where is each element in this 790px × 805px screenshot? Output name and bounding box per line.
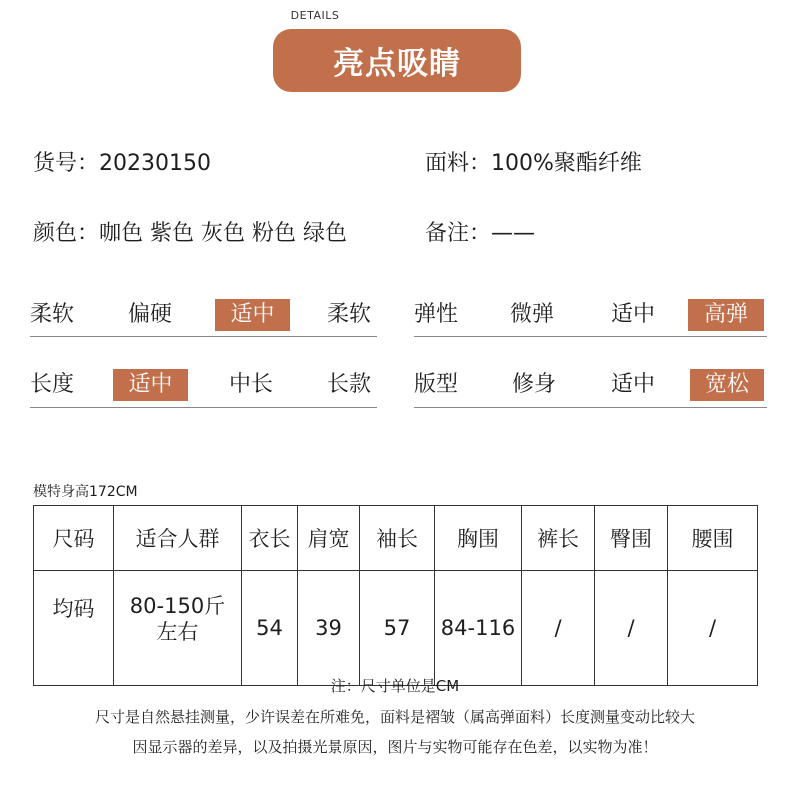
header-garment-length: 衣长 [242, 506, 298, 571]
fit-label: 版型 [414, 372, 459, 397]
header-size: 尺码 [34, 506, 114, 571]
elasticity-option-high-selected: 高弹 [688, 299, 764, 331]
header-shoulder: 肩宽 [298, 506, 360, 571]
elasticity-rule [414, 336, 767, 337]
table-header-row [34, 506, 758, 571]
header-sleeve: 袖长 [360, 506, 435, 571]
cell-sleeve: 57 [360, 571, 435, 686]
fit-rule [414, 407, 767, 408]
cell-size: 均码 [34, 571, 114, 686]
elasticity-option-medium: 适中 [611, 302, 656, 327]
elasticity-label: 弹性 [414, 302, 459, 327]
footer-note-line1: 尺寸是自然悬挂测量，少许误差在所难免，面料是褶皱（属高弹面料）长度测量变动比较大 [94, 708, 695, 726]
cell-hip: / [595, 571, 668, 686]
model-height-note: 模特身高172CM [33, 484, 138, 500]
unit-note: 注：尺寸单位是CM [330, 677, 460, 695]
banner-title: 亮点吸睛 [273, 29, 521, 92]
color-info: 颜色：咖色 紫色 灰色 粉色 绿色 [33, 221, 347, 246]
fit-option-loose-selected: 宽松 [690, 369, 764, 401]
cell-fit-group-line1: 80-150斤 [129, 594, 226, 618]
remark-info: 备注：—— [425, 221, 536, 246]
softness-rule [30, 336, 377, 337]
softness-option-hard: 偏硬 [128, 302, 173, 327]
cell-chest: 84-116 [435, 571, 522, 686]
softness-option-medium-selected: 适中 [215, 299, 290, 331]
size-table [33, 505, 758, 686]
header-waist: 腰围 [668, 506, 758, 571]
length-rule [30, 407, 377, 408]
length-option-mid-long: 中长 [229, 372, 274, 397]
cell-fit-group-line2: 左右 [156, 620, 199, 644]
cell-pants-length: / [522, 571, 595, 686]
header-chest: 胸围 [435, 506, 522, 571]
header-fit-group: 适合人群 [114, 506, 242, 571]
cell-waist: / [668, 571, 758, 686]
cell-garment-length: 54 [242, 571, 298, 686]
header-hip: 臀围 [595, 506, 668, 571]
elasticity-option-slight: 微弹 [510, 302, 555, 327]
cell-fit-group [114, 571, 242, 686]
fit-option-medium: 适中 [611, 372, 656, 397]
fit-option-slim: 修身 [512, 372, 557, 397]
softness-option-soft: 柔软 [327, 302, 372, 327]
header-pants-length: 裤长 [522, 506, 595, 571]
length-label: 长度 [30, 372, 75, 397]
softness-label: 柔软 [30, 302, 75, 327]
cell-shoulder: 39 [298, 571, 360, 686]
details-label: DETAILS [290, 9, 340, 22]
item-number: 货号：20230150 [33, 151, 211, 176]
length-option-medium-selected: 适中 [113, 369, 188, 401]
footer-note-line2: 因显示器的差异，以及拍摄光景原因，图片与实物可能存在色差，以实物为准！ [132, 738, 658, 756]
table-row [34, 571, 758, 686]
length-option-long: 长款 [327, 372, 372, 397]
fabric-info: 面料：100%聚酯纤维 [425, 151, 642, 176]
